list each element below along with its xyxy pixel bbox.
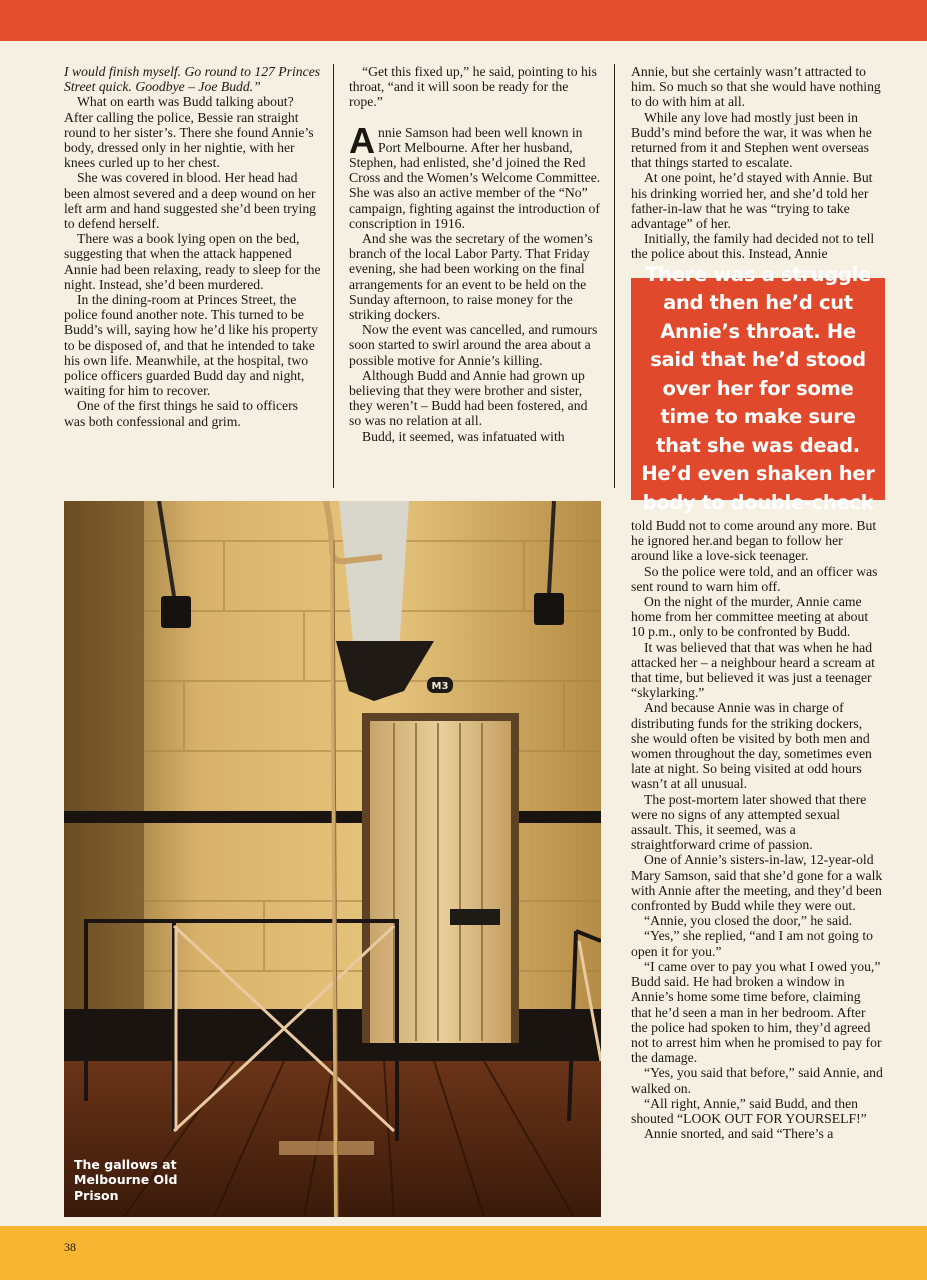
paragraph: “I came over to pay you what I owed you,” Budd said. He had broken a window in Annie’s home some time before, claiming that he’d seen a man in her bedroom. After the police had spoken to him, they’d agreed not to arrest him when he promised to pay for the damage.: [631, 958, 882, 1066]
pull-quote-text: There was a struggle and then he’d cut Annie’s throat. He said that he’d stood over her for some time to make sure that she was dead. He’d even shaken her body to double-check: [641, 262, 875, 514]
paragraph-text: nnie Samson had been well known in Port Melbourne. After her husband, Stephen, had enlisted, she’d joined the Red Cross and the Women’s Welcome Committee. She was also an active member of the “No” campaign, fighting against the introduction of conscription in 1916.: [349, 124, 601, 231]
paragraph: On the night of the murder, Annie came home from her committee meeting at about 10 p.m., only to be confronted by Budd.: [631, 594, 869, 640]
pull-quote: [631, 262, 885, 514]
paragraph: And because Annie was in charge of distributing funds for the striking dockers, she would often be visited by both men and women throughout the day, sometimes even late at night. So being visited at odd hours wasn’t at all unusual.: [631, 700, 872, 792]
paragraph: Annie snorted, and said “There’s a: [644, 1126, 834, 1142]
paragraph: One of Annie’s sisters-in-law, 12-year-old Mary Samson, said that she’d gone for a walk with Annie after the meeting, and they’d been confronted by Budd while they were out.: [631, 852, 883, 914]
top-color-band: [0, 0, 927, 41]
wall-base: [64, 1009, 601, 1061]
article-column-1: [64, 64, 322, 429]
paragraph: “Yes, you said that before,” said Annie, and walked on.: [631, 1065, 883, 1096]
door-lock: [450, 909, 500, 925]
paragraph: While any love had mostly just been in Budd’s mind before the war, it was when he returned from it and Stephen went overseas that things started to escalate.: [631, 109, 872, 171]
paragraph: So the police were told, and an officer was sent round to warn him off.: [631, 563, 878, 594]
paragraph: She was covered in blood. Her head had been almost severed and a deep wound on her left arm and hand suggested she’d been trying to defend herself.: [64, 170, 317, 232]
paragraph: Now the event was cancelled, and rumours soon started to swirl around the area about a possible motive for Annie’s killing.: [349, 322, 598, 368]
section-opening-paragraph: [349, 119, 601, 231]
paragraph: I would finish myself. Go round to 127 Princes Street quick. Goodbye – Joe Budd.”: [64, 64, 321, 95]
door-sign-text: M3: [431, 681, 449, 692]
paragraph: “All right, Annie,” said Budd, and then shouted “LOOK OUT FOR YOURSELF!”: [631, 1095, 867, 1126]
article-column-2: [349, 64, 601, 444]
paragraph: What on earth was Budd talking about? After calling the police, Bessie ran straight round to her sister’s. There she found Annie’s body, dressed only in her nightie, with her knees curled up to her chest.: [64, 94, 314, 171]
paragraph: “Get this fixed up,” he said, pointing to his throat, “and it will soon be ready for the rope.”: [349, 64, 597, 110]
paragraph: Annie, but she certainly wasn’t attracted to him. So much so that she would have nothing to do with him at all.: [631, 64, 881, 110]
paragraph: At one point, he’d stayed with Annie. But his drinking worried her, and she’d told her father-in-law that he was “trying to take advantage” of her.: [631, 170, 873, 232]
gallows-photo: [64, 501, 601, 1217]
bottom-color-band: [0, 1226, 927, 1280]
cell-door: [370, 721, 511, 1043]
paragraph: Budd, it seemed, was infatuated with: [362, 428, 565, 444]
drop-cap: A: [349, 119, 375, 161]
paragraph: told Budd not to come around any more. But he ignored her.and began to follow her around like a love-sick teenager.: [631, 518, 877, 564]
paragraph: Although Budd and Annie had grown up believing that they were brother and sister, they weren’t – Budd had been fostered, and so was no relation at all.: [349, 367, 588, 429]
gallows-illustration: [64, 501, 601, 1217]
left-wall-shadow: [64, 501, 144, 1061]
article-column-3-bottom: [631, 518, 883, 1141]
paragraph: It was believed that that was when he had attacked her – a neighbour heard a scream at that time, but believed it was just a teenager “skylarking.”: [631, 639, 875, 701]
column-rule: [333, 64, 334, 488]
paragraph: “Yes,” she replied, “and I am not going to open it for you.”: [631, 928, 873, 959]
paragraph: In the dining-room at Princes Street, the police found another note. This turned to be Budd’s will, saying how he’d like his property to be disposed of, and that he intended to take his own life. Meanwhile, at the hospital, two police officers guarded Budd day and night, waiting for him to recover.: [64, 292, 318, 399]
photo-caption: The gallows at Melbourne Old Prison: [74, 1156, 178, 1203]
trapdoor-edge: [279, 1141, 374, 1155]
page-number: 38: [64, 1240, 76, 1254]
paragraph: And she was the secretary of the women’s branch of the local Labor Party. That Friday evening, she had been working on the final arrangements for an event to be held on the Sunday afternoon, to raise money for the striking dockers.: [349, 231, 593, 323]
column-rule: [614, 64, 615, 488]
paragraph: There was a book lying open on the bed, suggesting that when the attack happened Annie had been relaxing, ready to sleep for the night. Instead, she’d been murdered.: [64, 231, 321, 292]
paragraph: Initially, the family had decided not to tell the police about this. Instead, Annie: [631, 231, 875, 262]
paragraph: “Annie, you closed the door,” he said.: [644, 913, 853, 929]
paragraph: The post-mortem later showed that there were no signs of any attempted sexual assault. This, it seemed, was a straightforward crime of passion.: [631, 791, 867, 853]
paragraph: One of the first things he said to officers was both confessional and grim.: [64, 398, 298, 429]
article-column-3-top: [631, 64, 883, 262]
